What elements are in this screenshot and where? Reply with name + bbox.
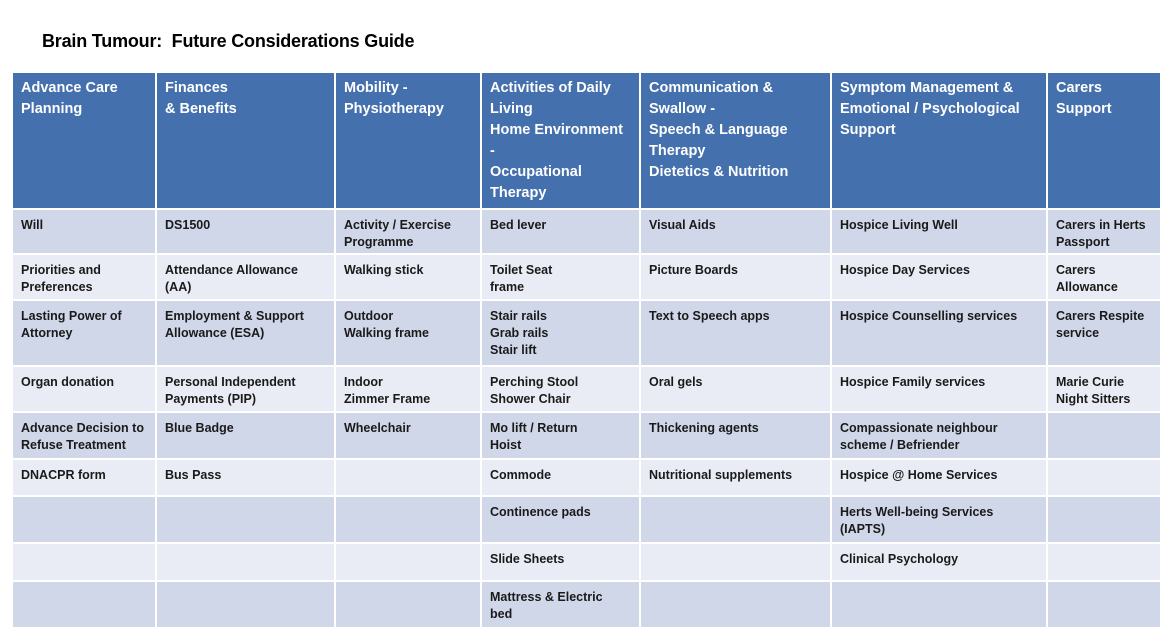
column-header-line: -	[490, 143, 495, 159]
cell-text-line: Zimmer Frame	[344, 392, 431, 406]
table-cell-advance-care-planning	[12, 496, 156, 543]
table-cell-finances-benefits	[156, 254, 335, 300]
table-cell-symptom-management	[831, 412, 1047, 459]
table-row	[12, 543, 1161, 581]
column-header-carers-support	[1047, 72, 1161, 209]
cell-text-line: scheme / Befriender	[840, 438, 960, 452]
column-header-line: Carers	[1056, 80, 1102, 96]
cell-text-line: Will	[21, 218, 44, 232]
table-cell-finances-benefits	[156, 543, 335, 581]
table-cell-carers-support	[1047, 209, 1161, 254]
cell-text-line: Slide Sheets	[490, 552, 565, 566]
column-header-line: Planning	[21, 101, 83, 117]
cell-text-line: Bus Pass	[165, 468, 222, 482]
cell-text-line: Carers	[1056, 263, 1096, 277]
cell-text-line: Herts Well-being Services	[840, 505, 994, 519]
table-row	[12, 300, 1161, 366]
cell-text-line: Advance Decision to	[21, 421, 144, 435]
table-cell-advance-care-planning	[12, 412, 156, 459]
cell-text-line: Hospice Family services	[840, 375, 986, 389]
table-body	[12, 209, 1161, 628]
cell-text-line: Hospice @ Home Services	[840, 468, 998, 482]
table-cell-mobility-physiotherapy	[335, 412, 481, 459]
column-header-finances-benefits	[156, 72, 335, 209]
table-cell-advance-care-planning	[12, 543, 156, 581]
table-cell-mobility-physiotherapy	[335, 543, 481, 581]
cell-text-line: Bed lever	[490, 218, 547, 232]
table-cell-advance-care-planning	[12, 300, 156, 366]
cell-text-line: Allowance (ESA)	[165, 326, 265, 340]
cell-text-line: Walking frame	[344, 326, 429, 340]
cell-text-line: Hospice Day Services	[840, 263, 970, 277]
column-header-line: Advance Care	[21, 80, 118, 96]
table-cell-activities-daily-living	[481, 543, 640, 581]
cell-text-line: Refuse Treatment	[21, 438, 126, 452]
table-row	[12, 581, 1161, 628]
cell-text-line: Preferences	[21, 280, 93, 294]
table-cell-advance-care-planning	[12, 254, 156, 300]
column-header-line: Therapy	[490, 185, 547, 201]
table-cell-symptom-management	[831, 300, 1047, 366]
table-cell-activities-daily-living	[481, 366, 640, 412]
table-cell-mobility-physiotherapy	[335, 366, 481, 412]
column-header-mobility-physiotherapy	[335, 72, 481, 209]
cell-text-line: Mo lift / Return	[490, 421, 578, 435]
table-cell-mobility-physiotherapy	[335, 254, 481, 300]
table-cell-activities-daily-living	[481, 254, 640, 300]
table-row	[12, 254, 1161, 300]
column-header-line: Therapy	[649, 143, 706, 159]
cell-text-line: Nutritional supplements	[649, 468, 793, 482]
column-header-line: Support	[840, 122, 896, 138]
cell-text-line: Programme	[344, 235, 414, 249]
table-cell-mobility-physiotherapy	[335, 581, 481, 628]
cell-text-line: Indoor	[344, 375, 383, 389]
table-cell-symptom-management	[831, 209, 1047, 254]
considerations-table	[11, 71, 1162, 629]
table-header	[12, 72, 1161, 209]
table-cell-symptom-management	[831, 543, 1047, 581]
cell-text-line: Lasting Power of	[21, 309, 122, 323]
table-cell-advance-care-planning	[12, 209, 156, 254]
table-cell-carers-support	[1047, 254, 1161, 300]
page-title: Brain Tumour: Future Considerations Guide	[42, 31, 415, 51]
cell-text-line: Night Sitters	[1056, 392, 1131, 406]
table-cell-symptom-management	[831, 459, 1047, 496]
table-cell-communication-swallow	[640, 412, 831, 459]
cell-text-line: Allowance	[1056, 280, 1118, 294]
column-header-line: Finances	[165, 80, 228, 96]
cell-text-line: Priorities and	[21, 263, 101, 277]
column-header-advance-care-planning	[12, 72, 156, 209]
table-cell-communication-swallow	[640, 300, 831, 366]
table-row	[12, 366, 1161, 412]
table-cell-activities-daily-living	[481, 496, 640, 543]
column-header-line: Home Environment	[490, 122, 623, 138]
table-cell-symptom-management	[831, 496, 1047, 543]
table-row	[12, 412, 1161, 459]
table-cell-finances-benefits	[156, 496, 335, 543]
cell-text-line: Hospice Living Well	[840, 218, 958, 232]
cell-text-line: Compassionate neighbour	[840, 421, 998, 435]
table-cell-carers-support	[1047, 459, 1161, 496]
cell-text-line: Picture Boards	[649, 263, 738, 277]
table-cell-finances-benefits	[156, 209, 335, 254]
cell-text-line: Wheelchair	[344, 421, 411, 435]
cell-text-line: Commode	[490, 468, 552, 482]
cell-text-line: frame	[490, 280, 525, 294]
cell-text-line: Passport	[1056, 235, 1110, 249]
cell-text-line: Visual Aids	[649, 218, 716, 232]
column-header-line: Swallow -	[649, 101, 716, 117]
cell-text-line: Organ donation	[21, 375, 115, 389]
table-cell-carers-support	[1047, 412, 1161, 459]
column-header-line: Communication &	[649, 80, 774, 96]
table-cell-finances-benefits	[156, 300, 335, 366]
column-header-line: & Benefits	[165, 101, 237, 117]
table-cell-mobility-physiotherapy	[335, 209, 481, 254]
table-cell-carers-support	[1047, 581, 1161, 628]
column-header-line: Activities of Daily	[490, 80, 611, 96]
column-header-communication-swallow	[640, 72, 831, 209]
cell-text-line: Carers Respite	[1056, 309, 1145, 323]
column-header-line: Symptom Management &	[840, 80, 1014, 96]
table-cell-advance-care-planning	[12, 366, 156, 412]
cell-text-line: Hospice Counselling services	[840, 309, 1018, 323]
table-cell-symptom-management	[831, 581, 1047, 628]
column-header-line: Speech & Language	[649, 122, 788, 138]
table-cell-activities-daily-living	[481, 412, 640, 459]
table-cell-activities-daily-living	[481, 300, 640, 366]
cell-text-line: Employment & Support	[165, 309, 304, 323]
cell-text-line: Blue Badge	[165, 421, 234, 435]
cell-text-line: Personal Independent	[165, 375, 296, 389]
column-header-activities-daily-living	[481, 72, 640, 209]
cell-text-line: Oral gels	[649, 375, 703, 389]
cell-text-line: Walking stick	[344, 263, 424, 277]
table-cell-communication-swallow	[640, 581, 831, 628]
table-cell-mobility-physiotherapy	[335, 496, 481, 543]
table-cell-communication-swallow	[640, 496, 831, 543]
cell-text-line: Carers in Herts	[1056, 218, 1146, 232]
cell-text-line: bed	[490, 607, 513, 621]
column-header-line: Emotional / Psychological	[840, 101, 1020, 117]
table-cell-activities-daily-living	[481, 581, 640, 628]
cell-text-line: Thickening agents	[649, 421, 759, 435]
table-cell-advance-care-planning	[12, 581, 156, 628]
table-row	[12, 209, 1161, 254]
table-cell-communication-swallow	[640, 366, 831, 412]
cell-text-line: Clinical Psychology	[840, 552, 959, 566]
table-cell-symptom-management	[831, 366, 1047, 412]
cell-text-line: Grab rails	[490, 326, 549, 340]
cell-text-line: (AA)	[165, 280, 192, 294]
table-cell-carers-support	[1047, 543, 1161, 581]
table-row	[12, 496, 1161, 543]
column-header-line: Occupational	[490, 164, 582, 180]
table-cell-finances-benefits	[156, 581, 335, 628]
table-cell-communication-swallow	[640, 209, 831, 254]
cell-text-line: Perching Stool	[490, 375, 579, 389]
header-row	[12, 72, 1161, 209]
cell-text-line: Mattress & Electric	[490, 590, 603, 604]
table-row	[12, 459, 1161, 496]
cell-text-line: service	[1056, 326, 1100, 340]
table-cell-finances-benefits	[156, 412, 335, 459]
table-cell-advance-care-planning	[12, 459, 156, 496]
table-cell-finances-benefits	[156, 366, 335, 412]
cell-text-line: Stair rails	[490, 309, 547, 323]
cell-text-line: Continence pads	[490, 505, 591, 519]
cell-text-line: DS1500	[165, 218, 211, 232]
table-cell-carers-support	[1047, 300, 1161, 366]
cell-text-line: Attendance Allowance	[165, 263, 298, 277]
cell-text-line: Text to Speech apps	[649, 309, 770, 323]
cell-text-line: Shower Chair	[490, 392, 571, 406]
cell-text-line: Marie Curie	[1056, 375, 1125, 389]
cell-text-line: DNACPR form	[21, 468, 106, 482]
column-header-line: Physiotherapy	[344, 101, 444, 117]
column-header-line: Living	[490, 101, 533, 117]
column-header-line: Mobility -	[344, 80, 408, 96]
cell-text-line: Payments (PIP)	[165, 392, 257, 406]
table-cell-activities-daily-living	[481, 459, 640, 496]
column-header-line: Support	[1056, 101, 1112, 117]
table-cell-finances-benefits	[156, 459, 335, 496]
table-cell-symptom-management	[831, 254, 1047, 300]
cell-text-line: Hoist	[490, 438, 522, 452]
cell-text-line: Stair lift	[490, 343, 537, 357]
table-cell-communication-swallow	[640, 543, 831, 581]
table-cell-communication-swallow	[640, 254, 831, 300]
column-header-line: Dietetics & Nutrition	[649, 164, 789, 180]
table-cell-carers-support	[1047, 366, 1161, 412]
table-cell-mobility-physiotherapy	[335, 459, 481, 496]
table-cell-activities-daily-living	[481, 209, 640, 254]
cell-text-line: Activity / Exercise	[344, 218, 452, 232]
cell-text-line: Toilet Seat	[490, 263, 553, 277]
column-header-symptom-management	[831, 72, 1047, 209]
cell-text-line: Attorney	[21, 326, 73, 340]
table-cell-carers-support	[1047, 496, 1161, 543]
table-cell-communication-swallow	[640, 459, 831, 496]
table-cell-mobility-physiotherapy	[335, 300, 481, 366]
cell-text-line: Outdoor	[344, 309, 394, 323]
cell-text-line: (IAPTS)	[840, 522, 886, 536]
